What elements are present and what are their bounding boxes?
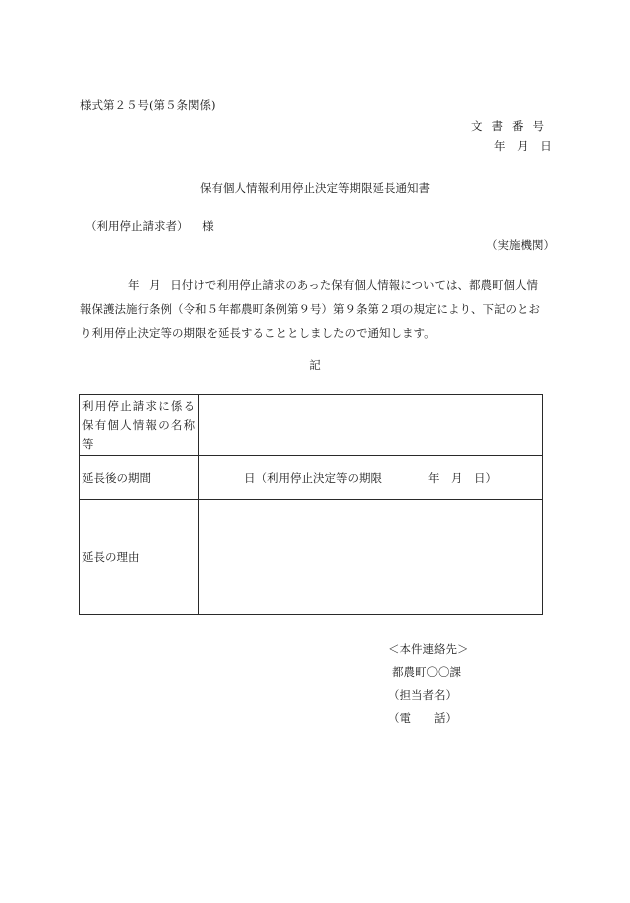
- agency-label: （実施機関）: [486, 238, 555, 252]
- row-value-extension-reason: [199, 500, 543, 615]
- contact-block: [388, 638, 469, 730]
- contact-heading: ＜本件連絡先＞: [388, 642, 469, 656]
- document-title: 保有個人情報利用停止決定等期限延長通知書: [200, 181, 430, 195]
- table-row: [80, 500, 543, 615]
- table-row: [80, 395, 543, 456]
- recipient-line: （利用停止請求者） 様: [85, 219, 214, 233]
- contact-person: （担当者名）: [388, 688, 457, 702]
- contact-phone: （電 話）: [388, 711, 457, 725]
- contact-department: 都農町〇〇課: [392, 665, 461, 679]
- row-label-extended-period: 延長後の期間: [80, 456, 199, 500]
- form-number: 様式第２５号(第５条関係): [80, 98, 216, 112]
- info-table: [79, 394, 543, 615]
- notice-body: 年 月 日付けで利用停止請求のあった保有個人情報については、都農町個人情報保護法施行条例（令和５年都農町条例第９号）第９条第２項の規定により、下記のとおり利用停止決定等の期限を延長することとしましたので通知します。: [80, 278, 540, 340]
- row-label-extension-reason: 延長の理由: [80, 500, 199, 615]
- table-row: [80, 456, 543, 500]
- ki-heading: 記: [309, 358, 321, 372]
- row-label-info-name: 利用停止請求に係る保有個人情報の名称等: [80, 395, 199, 456]
- row-value-info-name: [199, 395, 543, 456]
- date-label: 年 月 日: [494, 139, 552, 153]
- row-value-extended-period: 日（利用停止決定等の期限 年 月 日）: [199, 456, 543, 500]
- document-number-label: 文書番号: [471, 119, 553, 133]
